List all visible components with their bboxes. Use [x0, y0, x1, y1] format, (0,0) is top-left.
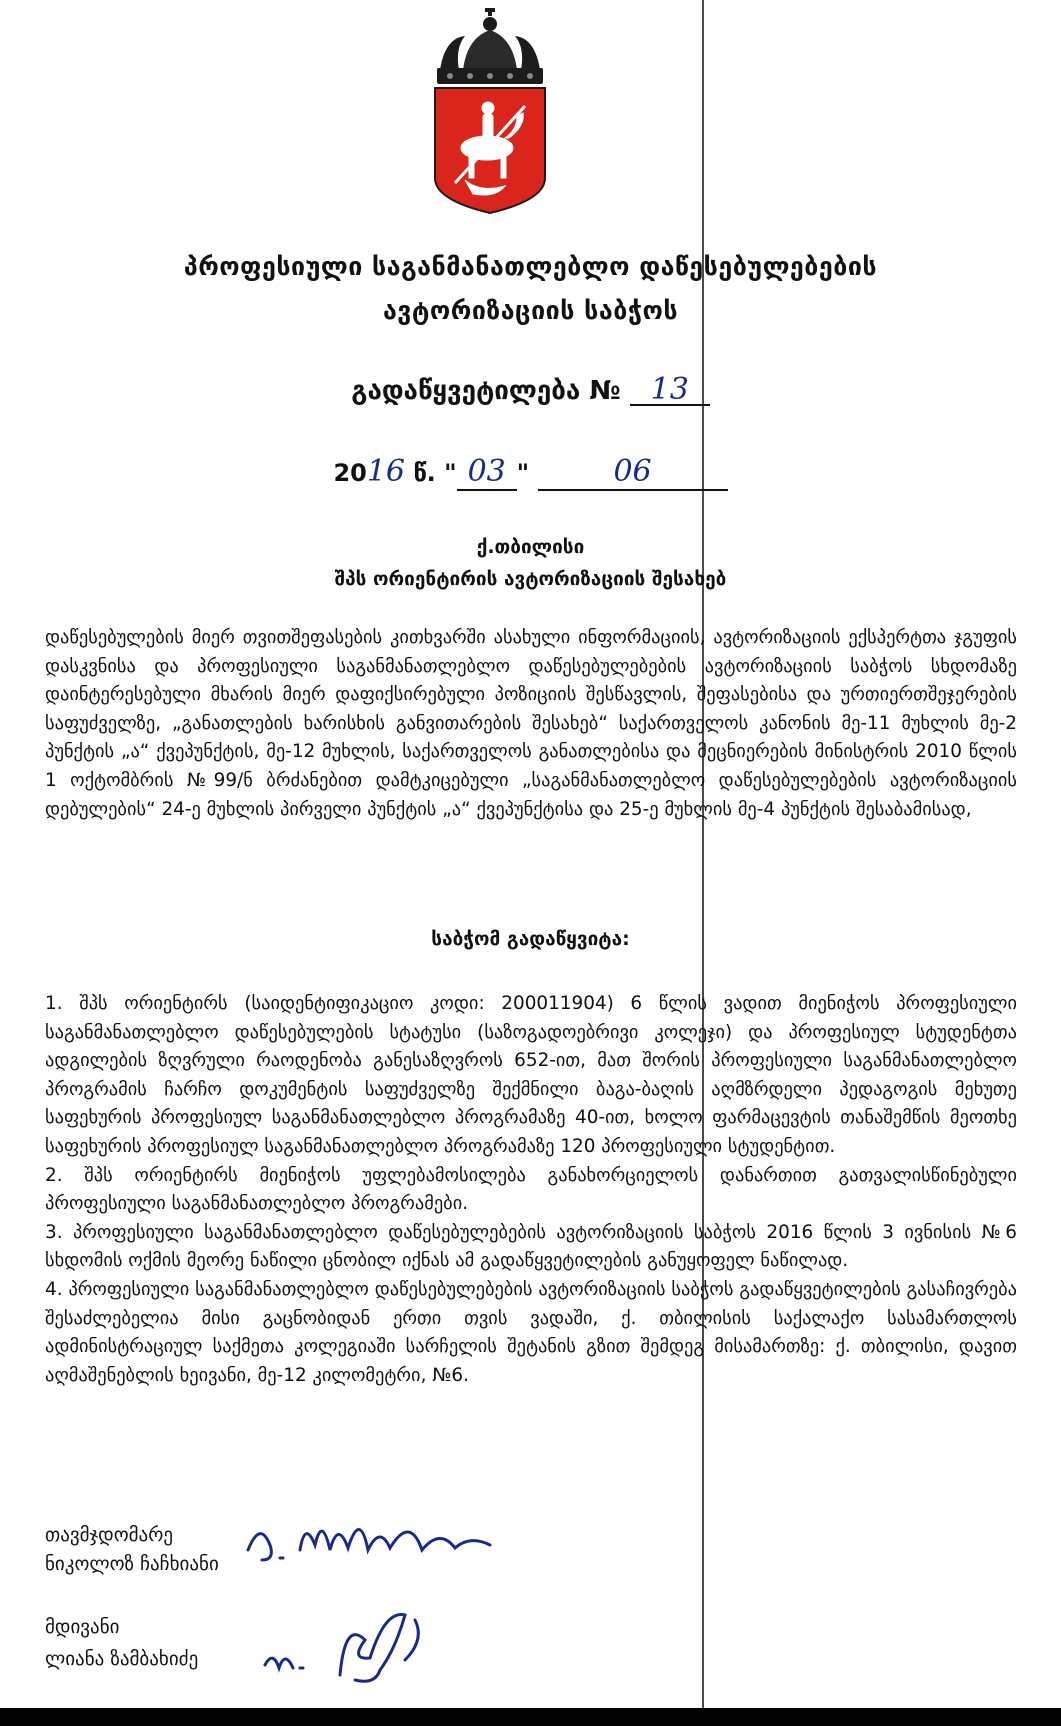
date-open-quote: " — [444, 459, 457, 487]
chair-name: ნიკოლოზ ჩაჩხიანი — [45, 1553, 219, 1575]
secretary-signature — [255, 1580, 475, 1695]
decision-items — [45, 990, 1017, 1390]
date-month: 06 — [538, 454, 728, 491]
secretary-role: მდივანი — [45, 1616, 120, 1638]
decree-number: 13 — [630, 376, 710, 406]
preamble-paragraph: დაწესებულების მიერ თვითშეფასების კითხვარში ასახული ინფორმაციის, ავტორიზაციის ექსპერტთა ჯგუფის დასკვნისა და პროფესიული საგანმანათლებლო დაწესებულებების ავტორიზაციის საბჭოს სხდომაზე დაინტერესებული მხარის მიერ დაფიქსირებული პოზიციის შესწავლის, შეფასებისა და ურთიერთშეჯერების საფუძველზე, „განათლების ხარისხის განვითარების შესახებ“ საქართველოს კანონის მე-11 მუხლის მე-2 პუნქტის „ა“ ქვეპუნქტის, მე-12 მუხლის, საქართველოს განათლებისა და მეცნიერების მინისტრის 2010 წლის 1 ოქტომბრის №99/ნ ბრძანებით დამტკიცებული „საგანმანათლებლო დაწესებულებების ავტორიზაციის დებულების“ 24-ე მუხლის პირველი პუნქტის „ა“ ქვეპუნქტისა და 25-ე მუხლის მე-4 პუნქტის შესაბამისად, — [45, 627, 1017, 820]
decree-heading — [0, 372, 1061, 407]
council-title-line1: პროფესიული საგანმანათლებლო დაწესებულებების — [183, 252, 878, 281]
date-day: 03 — [457, 454, 517, 491]
date-year-mark: წ. — [413, 459, 436, 487]
city: ქ.თბილისი — [476, 536, 585, 558]
decision-item: 3. პროფესიული საგანმანათლებლო დაწესებულებების ავტორიზაციის საბჭოს 2016 წლის 3 ივნისის №6 სხდომის ოქმის მეორე ნაწილი ცნობილ იქნას ამ გადაწყვეტილების განუყოფელ ნაწილად. — [45, 1221, 1017, 1272]
date-close-quote: " — [516, 459, 530, 487]
date-year-prefix: 20 — [333, 459, 367, 487]
date-year-suffix: 16 — [366, 454, 406, 489]
decision-item: 2. შპს ორიენტირს მიენიჭოს უფლებამოსილება განახორციელოს დანართით გათვალისწინებული პროფესიული საგანმანათლებლო პროგრამები. — [45, 1164, 1017, 1215]
decided-heading: საბჭომ გადაწყვიტა: — [431, 928, 630, 950]
scan-bottom-edge — [0, 1708, 1061, 1726]
decree-subject: შპს ორიენტირის ავტორიზაციის შესახებ — [334, 568, 727, 590]
decree-date — [0, 454, 1061, 491]
chair-signature — [240, 1500, 520, 1580]
council-title-line2: ავტორიზაციის საბჭოს — [382, 296, 679, 325]
chair-role: თავმჯდომარე — [45, 1524, 173, 1546]
decision-item: 1. შპს ორიენტირს (საიდენტიფიკაციო კოდი: 200011904) 6 წლის ვადით მიენიჭოს პროფესიული საგანმანათლებლო დაწესებულების სტატუსი (საზოგადოებრივი კოლეჯი) და პროფესიულ სტუდენტთა ადგილების ზღვრული რაოდენობა განესაზღვროს 652-ით, მათ შორის პროფესიული საგანმანათლებლო პროგრამის ჩარჩო დოკუმენტის საფუძველზე შექმნილი ბაგა-ბაღის აღმზრდელი პედაგოგის მეხუთე საფეხურის პროფესიულ საგანმანათლებლო პროგრამაზე 40-ით, ხოლო ფარმაცევტის თანაშემწის მეოთხე საფეხურის პროფესიულ საგანმანათლებლო პროგრამაზე 120 პროფესიული სტუდენტით. — [45, 993, 1017, 1157]
secretary-name: ლიანა ზამბახიძე — [45, 1648, 199, 1670]
coat-of-arms-emblem — [425, 8, 555, 218]
decision-item: 4. პროფესიული საგანმანათლებლო დაწესებულებების ავტორიზაციის საბჭოს გადაწყვეტილების გასაჩივრება შესაძლებელია მისი გაცნობიდან ერთი თვის ვადაში, ქ. თბილისის საქალაქო სასამართლოს ადმინისტრაციულ საქმეთა კოლეგიაში სარჩელის შეტანის გზით შემდეგ მისამართზე: ქ. თბილისი, დავით აღმაშენებლის ხეივანი, მე-12 კილომეტრი, №6. — [45, 1278, 1017, 1386]
decree-label: გადაწყვეტილება № — [351, 376, 621, 406]
